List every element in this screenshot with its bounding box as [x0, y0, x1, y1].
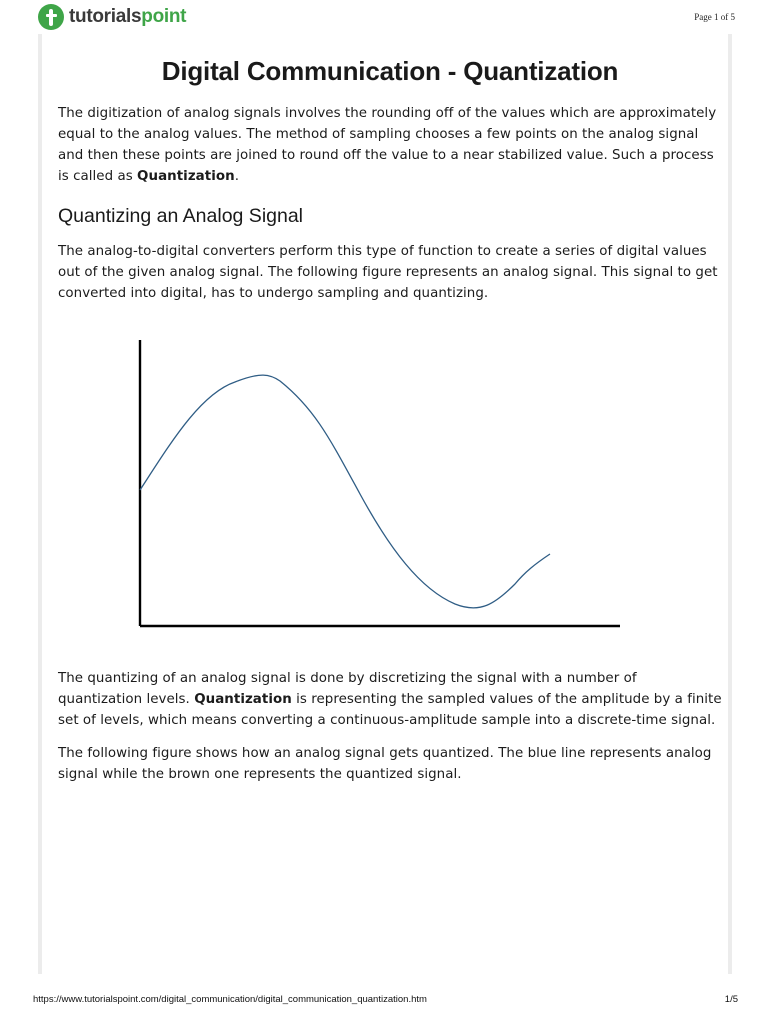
- article: [58, 34, 722, 785]
- tutorialspoint-logo-icon: [38, 4, 64, 30]
- footer-page-number: 1/5: [724, 994, 738, 1005]
- quantizing-bold-term: Quantization: [194, 692, 292, 707]
- page-content: [38, 34, 732, 974]
- footer-url[interactable]: https://www.tutorialspoint.com/digital_communication/digital_communication_quantization.htm: [33, 994, 427, 1005]
- analog-signal-figure: [120, 334, 620, 636]
- page-title: Digital Communication - Quantization: [161, 56, 619, 86]
- logo[interactable]: [38, 2, 186, 32]
- intro-bold-term: Quantization: [137, 169, 235, 184]
- section-paragraph: The analog-to-digital converters perform this type of function to create a series of digital values out of the given analog signal. The following figure represents an analog signal. This signal to get converted into digital, has to undergo sampling and quantizing.: [58, 244, 718, 301]
- logo-text: [69, 6, 186, 28]
- logo-text-left: tutorials: [69, 6, 142, 27]
- intro-end: .: [234, 169, 239, 184]
- section-heading: Quantizing an Analog Signal: [58, 205, 304, 227]
- figure-description-paragraph: The following figure shows how an analog signal gets quantized. The blue line represents analog signal while the brown one represents the quantized signal.: [58, 746, 712, 782]
- intro-text: The digitization of analog signals involves the rounding off of the values which are approximately equal to the analog values. The method of sampling chooses a few points on the analog signal and then these points are joined to round off the value to a near stabilized value. Such a process is called as: [58, 106, 717, 184]
- intro-paragraph: [58, 103, 722, 187]
- quantizing-text-end: is representing the sampled values of the amplitude by a finite set of levels, which means converting a continuous-amplitude sample into a discrete-time signal.: [58, 692, 722, 728]
- logo-text-right: point: [141, 6, 187, 27]
- quantizing-paragraph: [58, 668, 722, 731]
- quantizing-text-start: The quantizing of an analog signal is done by discretizing the signal with a number of quantization levels.: [58, 671, 637, 707]
- page-indicator: Page 1 of 5: [694, 12, 735, 22]
- analog-signal-curve: [140, 375, 550, 608]
